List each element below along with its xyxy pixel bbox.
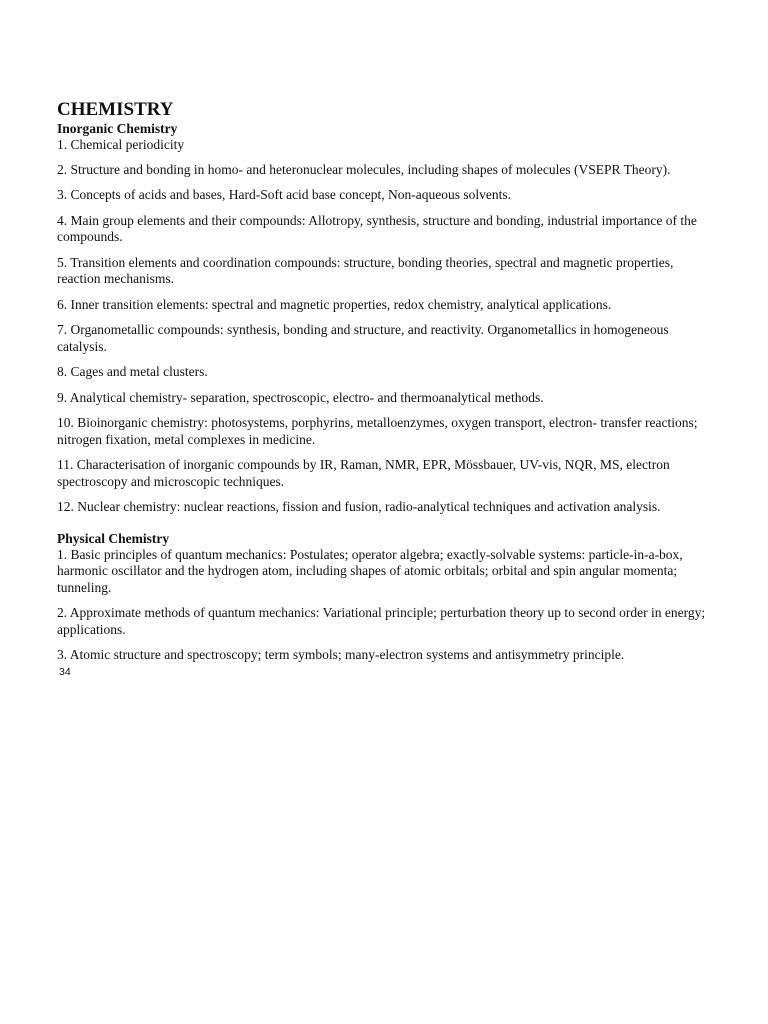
topic-item: 6. Inner transition elements: spectral and magnetic properties, redox chemistry, analytical applications. (57, 296, 612, 312)
topic-item: 9. Analytical chemistry- separation, spectroscopic, electro- and thermoanalytical methods. (57, 389, 544, 405)
inorganic-section (57, 121, 717, 516)
section-heading-physical: Physical Chemistry (57, 530, 170, 546)
page-title: CHEMISTRY (57, 99, 174, 120)
topic-item: 2. Approximate methods of quantum mechanics: Variational principle; perturbation theory up to second order in energy; applications. (57, 605, 706, 637)
topic-item: 11. Characterisation of inorganic compounds by IR, Raman, NMR, EPR, Mössbauer, UV-vis, NQR, MS, electron spectroscopy and microscopic techniques. (57, 457, 670, 489)
section-heading-inorganic: Inorganic Chemistry (57, 121, 178, 136)
topic-item: 12. Nuclear chemistry: nuclear reactions, fission and fusion, radio-analytical techniques and activation analysis. (57, 499, 661, 514)
topic-item: 4. Main group elements and their compounds: Allotropy, synthesis, structure and bonding, industrial importance of the compounds. (57, 212, 697, 244)
topic-item: 5. Transition elements and coordination compounds: structure, bonding theories, spectral and magnetic properties, reaction mechanisms. (57, 254, 674, 286)
topic-item: 2. Structure and bonding in homo- and heteronuclear molecules, including shapes of molecules (VSEPR Theory). (57, 161, 671, 177)
physical-section (57, 531, 717, 664)
topic-item: 3. Concepts of acids and bases, Hard-Soft acid base concept, Non-aqueous solvents. (57, 187, 512, 202)
document-page (57, 99, 717, 679)
page-number: 34 (59, 665, 71, 678)
topic-item: 1. Basic principles of quantum mechanics: Postulates; operator algebra; exactly-solvable systems: particle-in-a-box, harmonic oscillator and the hydrogen atom, including shapes of atomic orbitals; orbital and spin angular momenta; tunneling. (57, 546, 683, 595)
topic-item: 8. Cages and metal clusters. (57, 364, 208, 379)
topic-item: 10. Bioinorganic chemistry: photosystems, porphyrins, metalloenzymes, oxygen transport, electron- transfer reactions; nitrogen fixation, metal complexes in medicine. (57, 415, 698, 447)
topic-item: 7. Organometallic compounds: synthesis, bonding and structure, and reactivity. Organometallics in homogeneous catalysis. (57, 322, 669, 354)
topic-item: 3. Atomic structure and spectroscopy; term symbols; many-electron systems and antisymmetry principle. (57, 647, 625, 662)
topic-item: 1. Chemical periodicity (57, 137, 185, 152)
